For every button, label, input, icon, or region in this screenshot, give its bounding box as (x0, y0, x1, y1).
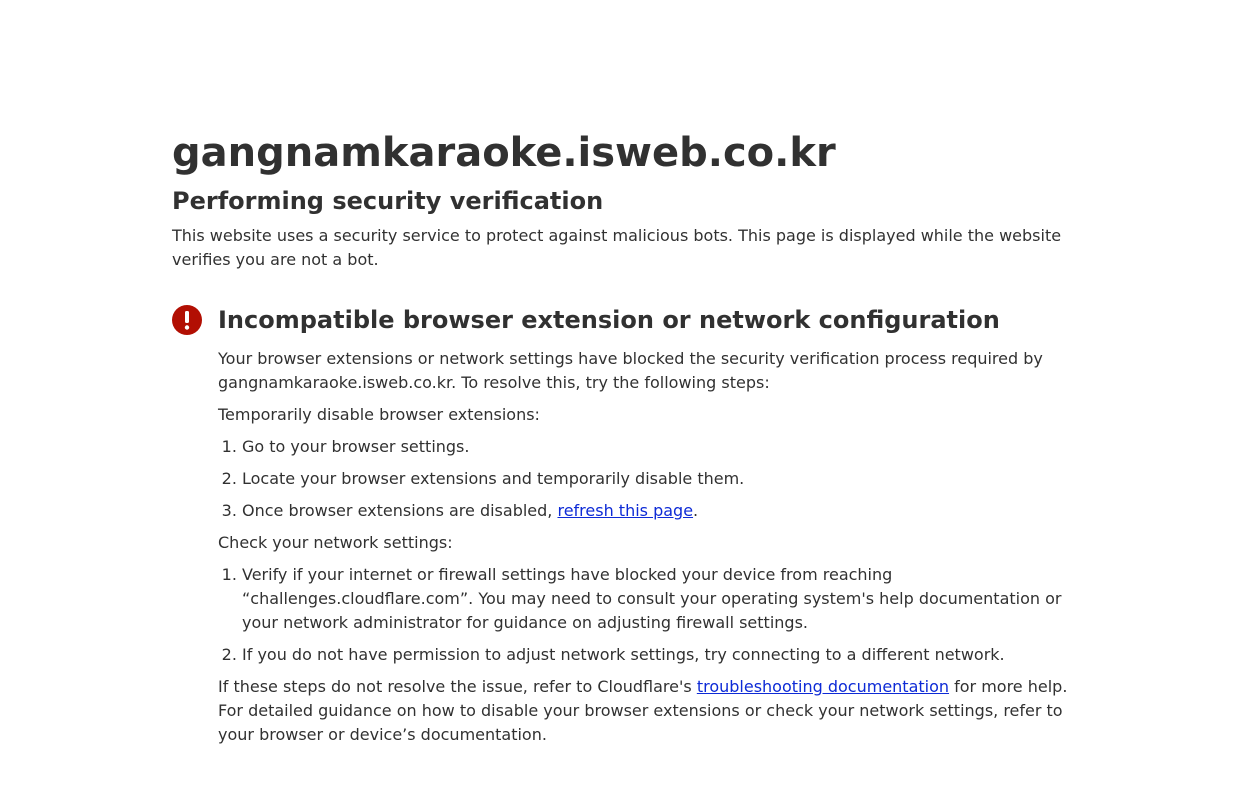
error-title: Incompatible browser extension or network configuration (218, 306, 1000, 334)
network-steps-list (218, 563, 1072, 667)
footer-prefix: If these steps do not resolve the issue, refer to Cloudflare's (218, 677, 697, 696)
error-description: Your browser extensions or network settings have blocked the security verification process required by gangnamkaraoke.isweb.co.kr. To resolve this, try the following steps: (218, 349, 1043, 392)
troubleshooting-documentation-link[interactable]: troubleshooting documentation (696, 677, 950, 696)
step-text: Once browser extensions are disabled, (242, 501, 558, 520)
list-item: 1. Go to your browser settings. (242, 435, 1072, 459)
page-subtitle: Performing security verification (172, 187, 604, 215)
network-heading: Check your network settings: (218, 533, 453, 552)
extension-steps-list (218, 435, 1072, 523)
site-title: gangnamkaraoke.isweb.co.kr (172, 130, 836, 176)
main-content (172, 122, 1072, 747)
extensions-heading: Temporarily disable browser extensions: (218, 405, 540, 424)
refresh-page-link[interactable]: refresh this page (557, 501, 694, 520)
list-item: 2. If you do not have permission to adjust network settings, try connecting to a different network. (242, 643, 1072, 667)
list-item (242, 499, 1072, 523)
error-block (172, 304, 1072, 747)
exclamation-circle-icon (172, 305, 202, 335)
list-item: 1. Verify if your internet or firewall settings have blocked your device from reaching “challenges.cloudflare.com”. You may need to consult your operating system's help documentation or your network administrator for guidance on adjusting firewall settings. (242, 563, 1072, 635)
step-text: . (693, 501, 699, 520)
footer-suffix: for more help. For detailed guidance on how to disable your browser extensions or check your network settings, refer to your browser or device’s documentation. (218, 677, 1068, 744)
intro-text: This website uses a security service to protect against malicious bots. This page is displayed while the website verifies you are not a bot. (172, 226, 1062, 269)
footer-text (218, 675, 1072, 747)
list-item: 2. Locate your browser extensions and temporarily disable them. (242, 467, 1072, 491)
